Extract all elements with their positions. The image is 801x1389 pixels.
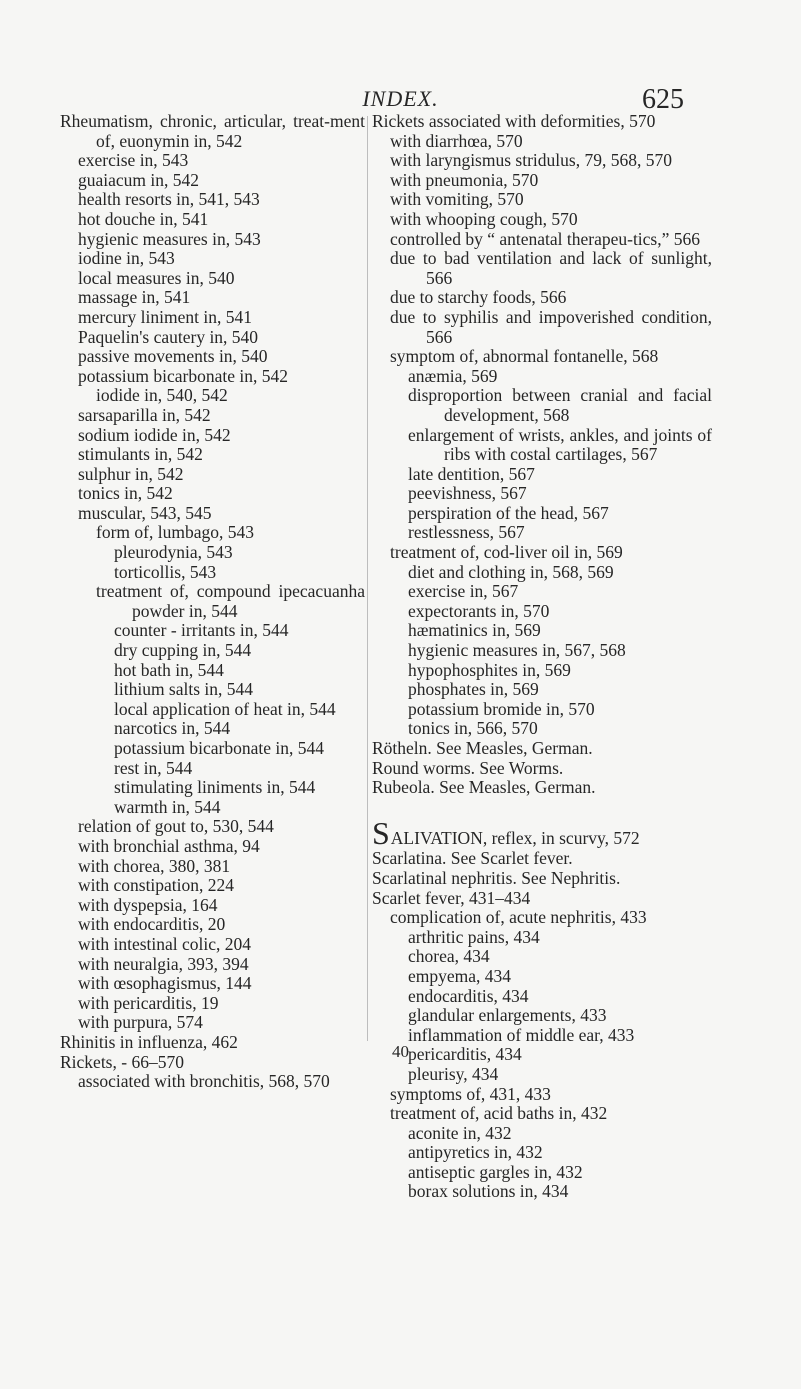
index-entry-text: hygienic measures in, 567, 568 [408, 640, 626, 661]
index-entry [372, 700, 712, 720]
index-entry-text: with purpura, 574 [78, 1012, 203, 1033]
index-entry-text: hot douche in, 541 [78, 208, 209, 229]
index-entry [372, 230, 712, 250]
index-entry [372, 889, 712, 909]
index-entry [372, 1006, 712, 1026]
index-entry [372, 987, 712, 1007]
index-entry-text: Rheumatism, chronic, articular, treat-ment of, euonymin in, 542 [60, 111, 365, 151]
index-entry-text: potassium bicarbonate in, 544 [114, 738, 324, 758]
index-entry-text: potassium bicarbonate in, 542 [78, 365, 288, 386]
index-entry [60, 249, 365, 269]
index-entry-text: with chorea, 380, 381 [78, 855, 231, 876]
index-entry [372, 602, 712, 622]
index-entry [372, 563, 712, 583]
index-entry [372, 543, 712, 563]
index-entry-text: ALIVATION, reflex, in scurvy, 572 [390, 828, 640, 849]
index-entry-text: with dyspepsia, 164 [78, 894, 218, 915]
index-entry-text: health resorts in, 541, 543 [78, 189, 260, 210]
index-entry [60, 171, 365, 191]
index-entry [60, 955, 365, 975]
index-entry-text: Scarlatina. See Scarlet fever. [372, 848, 573, 869]
index-entry-text: glandular enlargements, 433 [408, 1005, 607, 1026]
index-entry-text: tonics in, 542 [78, 483, 173, 504]
index-entry-text: with neuralgia, 393, 394 [78, 953, 249, 974]
index-entry-text: arthritic pains, 434 [408, 926, 540, 947]
index-entry-text: due to starchy foods, 566 [390, 287, 567, 308]
index-entry [60, 210, 365, 230]
index-entry [372, 1124, 712, 1144]
index-entry-text: endocarditis, 434 [408, 985, 529, 1006]
index-entry-text: with vomiting, 570 [390, 189, 524, 210]
index-entry-text: mercury liniment in, 541 [78, 306, 252, 327]
index-entry-text: local application of heat in, 544 [114, 698, 336, 719]
index-entry-text: empyema, 434 [408, 965, 512, 986]
index-entry-text: local measures in, 540 [78, 267, 235, 288]
index-entry-text: torticollis, 543 [114, 561, 217, 582]
index-entry [372, 190, 712, 210]
index-entry [60, 230, 365, 250]
index-entry [60, 406, 365, 426]
index-entry [372, 1182, 712, 1202]
index-entry-text: treatment of, acid baths in, 432 [390, 1103, 608, 1124]
index-entry [372, 947, 712, 967]
index-entry [372, 1143, 712, 1163]
index-entry [372, 288, 712, 308]
index-entry [60, 465, 365, 485]
index-entry-text: hygienic measures in, 543 [78, 228, 261, 249]
index-entry-text: muscular, 543, 545 [78, 502, 212, 523]
index-entry [372, 759, 712, 779]
index-entry [60, 582, 365, 621]
index-entry [60, 288, 365, 308]
index-entry-text: antiseptic gargles in, 432 [408, 1161, 583, 1182]
column-divider [367, 116, 368, 1041]
index-entry-text: with whooping cough, 570 [390, 208, 578, 229]
index-entry [60, 328, 365, 348]
index-entry-text: restlessness, 567 [408, 522, 525, 543]
index-entry [372, 308, 712, 347]
index-entry [372, 426, 712, 465]
index-entry [372, 967, 712, 987]
index-entry [372, 484, 712, 504]
index-entry-text: inflammation of middle ear, 433 [408, 1024, 635, 1045]
index-entry-text: symptom of, abnormal fontanelle, 568 [390, 346, 659, 367]
index-entry-text: pleurisy, 434 [408, 1063, 499, 1084]
index-entry [372, 739, 712, 759]
index-entry [60, 817, 365, 837]
index-entry-text: passive movements in, 540 [78, 346, 268, 367]
index-entry [60, 445, 365, 465]
index-entry-text: Scarlatinal nephritis. See Nephritis. [372, 867, 621, 888]
index-entry [60, 308, 365, 328]
index-entry [60, 896, 365, 916]
index-entry-text: disproportion between cranial and facial development, 568 [408, 385, 712, 425]
page-number: 625 [642, 84, 684, 115]
index-entry [60, 994, 365, 1014]
index-entry-text: exercise in, 567 [408, 581, 519, 602]
index-entry [60, 837, 365, 857]
index-entry [372, 908, 712, 928]
index-entry [372, 210, 712, 230]
index-entry [372, 778, 712, 798]
index-entry-text: sodium iodide in, 542 [78, 424, 231, 445]
index-entry-text: pleurodynia, 543 [114, 542, 233, 563]
index-entry-text: due to syphilis and impoverished condition, 566 [390, 306, 712, 347]
index-entry-text: sulphur in, 542 [78, 463, 184, 484]
index-entry-text: relation of gout to, 530, 544 [78, 816, 274, 837]
index-entry-text: Round worms. See Worms. [372, 757, 564, 778]
index-entry [60, 876, 365, 896]
index-entry [60, 269, 365, 289]
index-entry [60, 621, 365, 641]
index-entry [60, 935, 365, 955]
index-entry-text: controlled by “ antenatal therapeu-tics,” 566 [390, 228, 701, 249]
index-entry-text: with œsophagismus, 144 [78, 973, 252, 994]
index-entry-text: iodide in, 540, 542 [96, 385, 228, 406]
index-entry-text: potassium bromide in, 570 [408, 698, 595, 719]
index-entry-text: due to bad ventilation and lack of sunlight, 566 [390, 248, 712, 288]
index-entry [60, 778, 365, 798]
index-column-right [372, 112, 712, 1202]
index-entry [372, 680, 712, 700]
index-entry [60, 680, 365, 700]
index-entry-text: Scarlet fever, 431–434 [372, 887, 531, 908]
index-entry-text: associated with bronchitis, 568, 570 [78, 1071, 330, 1092]
index-entry [60, 719, 365, 739]
index-entry-text: exercise in, 543 [78, 150, 189, 171]
index-entry-text: with endocarditis, 20 [78, 914, 226, 935]
index-entry [60, 974, 365, 994]
index-entry [60, 367, 365, 387]
index-entry-text: complication of, acute nephritis, 433 [390, 907, 647, 928]
index-entry-text: diet and clothing in, 568, 569 [408, 561, 614, 582]
index-entry-text: stimulants in, 542 [78, 444, 203, 465]
index-entry [372, 641, 712, 661]
index-entry-text: tonics in, 566, 570 [408, 718, 538, 739]
index-entry-text: with diarrhœa, 570 [390, 130, 523, 151]
index-entry [60, 386, 365, 406]
index-entry-text: treatment of, cod-liver oil in, 569 [390, 542, 623, 563]
index-entry [60, 1013, 365, 1033]
index-entry [60, 484, 365, 504]
index-entry [60, 759, 365, 779]
index-entry [60, 1072, 365, 1092]
index-entry [60, 661, 365, 681]
index-entry [372, 1163, 712, 1183]
index-entry [60, 641, 365, 661]
index-entry-text: late dentition, 567 [408, 463, 535, 484]
index-entry [60, 504, 365, 524]
index-entry [60, 739, 365, 759]
index-entry [372, 249, 712, 288]
index-entry-text: warmth in, 544 [114, 796, 221, 817]
index-entry [60, 151, 365, 171]
index-entry [60, 857, 365, 877]
section-gap [372, 798, 712, 818]
index-entry-text: with intestinal colic, 204 [78, 933, 252, 954]
index-entry-text: Rötheln. See Measles, German. [372, 738, 593, 758]
drop-cap: S [372, 815, 390, 852]
index-entry-text: with laryngismus stridulus, 79, 568, 570 [390, 150, 672, 171]
index-entry-text: iodine in, 543 [78, 248, 175, 269]
index-entry [60, 523, 365, 543]
index-entry-text: rest in, 544 [114, 757, 193, 778]
index-entry [372, 171, 712, 191]
index-entry-text: Rubeola. See Measles, German. [372, 777, 596, 798]
index-entry [372, 132, 712, 152]
index-entry [372, 661, 712, 681]
index-entry-text: with constipation, 224 [78, 875, 235, 896]
index-entry [372, 112, 712, 132]
index-entry-text: with bronchial asthma, 94 [78, 835, 260, 856]
index-entry-text: hypophosphites in, 569 [408, 659, 571, 680]
index-entry-text: anæmia, 569 [408, 365, 498, 386]
index-entry [372, 582, 712, 602]
index-entry-text: expectorants in, 570 [408, 600, 550, 621]
index-entry-text: counter - irritants in, 544 [114, 620, 289, 641]
index-entry-text: narcotics in, 544 [114, 718, 231, 739]
index-entry-text: stimulating liniments in, 544 [114, 777, 316, 798]
index-entry-text: aconite in, 432 [408, 1122, 512, 1143]
index-entry [372, 719, 712, 739]
index-entry-text: Paquelin's cautery in, 540 [78, 326, 259, 347]
index-entry [372, 815, 712, 852]
index-entry [372, 523, 712, 543]
index-entry [60, 700, 365, 720]
running-header-title: INDEX. [362, 86, 439, 111]
index-entry [372, 347, 712, 367]
index-entry-text: hot bath in, 544 [114, 659, 224, 680]
index-entry [372, 465, 712, 485]
index-entry [372, 367, 712, 387]
index-entry [60, 426, 365, 446]
index-entry [372, 1085, 712, 1105]
index-entry [372, 869, 712, 889]
index-entry [60, 543, 365, 563]
index-entry-text: dry cupping in, 544 [114, 640, 252, 661]
index-entry [372, 1104, 712, 1124]
index-entry [372, 849, 712, 869]
index-entry [372, 1065, 712, 1085]
index-entry-text: antipyretics in, 432 [408, 1142, 543, 1163]
index-entry-text: with pericarditis, 19 [78, 992, 219, 1013]
index-entry [60, 915, 365, 935]
index-entry [372, 386, 712, 425]
index-entry [60, 347, 365, 367]
index-entry-text: pericarditis, 434 [408, 1044, 522, 1065]
index-entry-text: Rickets associated with deformities, 570 [372, 111, 656, 131]
index-entry-text: with pneumonia, 570 [390, 169, 539, 190]
index-entry [60, 190, 365, 210]
index-entry-text: hæmatinics in, 569 [408, 620, 541, 641]
index-entry-text: peevishness, 567 [408, 483, 527, 504]
index-entry-text: guaiacum in, 542 [78, 169, 200, 190]
footer-number: 40 [392, 1042, 409, 1061]
index-entry-text: form of, lumbago, 543 [96, 522, 254, 543]
index-entry [372, 928, 712, 948]
index-entry [60, 112, 365, 151]
index-column-left [60, 112, 365, 1092]
index-entry-text: phosphates in, 569 [408, 679, 539, 700]
index-entry-text: Rhinitis in influenza, 462 [60, 1031, 238, 1052]
index-entry-text: sarsaparilla in, 542 [78, 404, 211, 425]
index-entry-text: borax solutions in, 434 [408, 1181, 569, 1202]
index-entry-text: enlargement of wrists, ankles, and joints of ribs with costal cartilages, 567 [408, 424, 712, 465]
index-entry-text: Rickets, - 66–570 [60, 1051, 184, 1072]
index-entry-text: symptoms of, 431, 433 [390, 1083, 551, 1104]
index-entry [372, 504, 712, 524]
index-entry [60, 798, 365, 818]
index-entry-text: perspiration of the head, 567 [408, 502, 609, 523]
index-entry-text: chorea, 434 [408, 946, 490, 967]
index-entry-text: lithium salts in, 544 [114, 679, 254, 700]
index-entry-text: massage in, 541 [78, 287, 191, 308]
index-entry [372, 621, 712, 641]
index-entry-text: treatment of, compound ipecacuanha powder in, 544 [96, 581, 365, 621]
index-entry [372, 151, 712, 171]
index-entry [60, 563, 365, 583]
